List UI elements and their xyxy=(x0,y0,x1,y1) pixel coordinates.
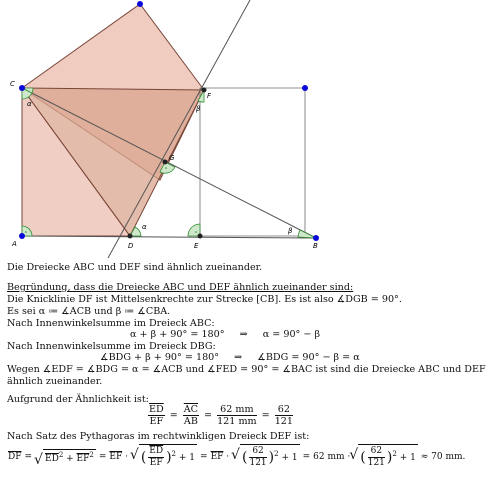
eq-dbg-left: ∡BDG + β + 90° = 180° xyxy=(100,352,220,363)
ratio-heading: Aufgrund der Ähnlichkeit ist: xyxy=(7,394,149,405)
label-E: E xyxy=(194,242,199,250)
point-top[interactable] xyxy=(137,1,143,7)
similarity-argument: Wegen ∡EDF = ∡BDG = α = ∡ACB und ∡FED = 90° = ∡BAC ist sind die Dreiecke ABC und DEF xyxy=(7,364,486,375)
eq-abc-left: α + β + 90° = 180° xyxy=(130,329,225,340)
frac-ac-ab: $\frac{\overline{AC}}{AB}$ xyxy=(183,404,199,427)
point-corner-right[interactable] xyxy=(302,85,308,91)
label-beta-F: β xyxy=(196,105,201,113)
angle-sum-abc-heading: Nach Innenwinkelsumme im Dreieck ABC: xyxy=(7,318,215,329)
point-D[interactable] xyxy=(128,234,133,239)
sqrt-1: √ $\overline{ED}^2 + \overline{EF}^2$ xyxy=(43,449,96,464)
eq-abc-implies: ⇒ xyxy=(239,329,248,340)
angle-sum-dbg-eq xyxy=(100,352,360,363)
reasoning-heading: Begründung, dass die Dreiecke ABC und DEF ähnlich zueinander sind: xyxy=(7,282,354,293)
geometry-figure xyxy=(0,0,400,258)
crease-statement: Die Knicklinie DF ist Mittelsenkrechte zur Strecke [CB]. Es ist also ∡DGB = 90°. xyxy=(7,294,402,305)
ratio-equation: $\frac{\overline{ED}}{EF}$ = $\frac{\overline{AC}}{AB}$ = $\frac{62 mm}{121 mm}$ = $\frac{62}{121}$ xyxy=(149,404,293,427)
angle-sum-dbg-heading: Nach Innenwinkelsumme im Dreieck DBG: xyxy=(7,341,216,352)
point-A[interactable] xyxy=(19,233,25,239)
angle-marker-E xyxy=(188,224,200,236)
angle-dot-A xyxy=(25,231,27,233)
pythagoras-heading: Nach Satz des Pythagoras im rechtwinkligen Dreieck DEF ist: xyxy=(7,431,310,442)
similarity-argument-cont: ähnlich zueinander. xyxy=(7,376,103,387)
point-G[interactable] xyxy=(163,160,168,165)
square-right xyxy=(200,88,305,236)
sqrt-3: √ ( $\frac{62}{121}$ )$^2$ + 1 xyxy=(240,444,300,469)
label-alpha-D: α xyxy=(142,223,147,231)
eq-abc-right: α = 90° − β xyxy=(262,329,321,340)
label-F: F xyxy=(207,92,212,100)
label-D: D xyxy=(128,242,134,250)
label-B: B xyxy=(313,242,318,250)
eq-dbg-right: ∡BDG = 90° − β = α xyxy=(257,352,360,363)
pythagoras-equation: $\overline{DF}$ = √ $\overline{ED}^2 + \overline{EF}^2 = \overline{EF}$ · √ ( $\frac{\overline{ED}}{EF}$ )$^2 + 1 = \overline{EF}$ · √ ( $\frac{62}{121}$ )$^2$ + 1 = 62 mm · √ ( $\frac{62}{121}$ )$^2$ + 1 ≈ 70 mm. xyxy=(8,444,465,469)
label-beta-B: β xyxy=(288,227,293,235)
sqrt-4: √ ( $\frac{62}{121}$ )$^2$ + 1 xyxy=(358,444,418,469)
point-E[interactable] xyxy=(198,234,203,239)
point-C[interactable] xyxy=(19,85,25,91)
label-C: C xyxy=(10,80,15,88)
label-G: G xyxy=(169,154,175,162)
angle-sum-abc-eq xyxy=(130,329,320,340)
eq-dbg-implies: ⇒ xyxy=(234,352,243,363)
angle-dot-G xyxy=(165,167,167,169)
frac-plain: $\frac{62}{121}$ xyxy=(274,404,293,427)
conclusion-line: Die Dreiecke ABC und DEF sind ähnlich zueinander. xyxy=(7,262,263,273)
point-B[interactable] xyxy=(313,235,319,241)
angle-definitions: Es sei α ≔ ∡ACB und β ≔ ∡CBA. xyxy=(7,306,171,317)
frac-ed-ef: $\frac{\overline{ED}}{EF}$ xyxy=(149,404,164,427)
label-alpha-C: α xyxy=(27,100,32,108)
label-A: A xyxy=(12,240,17,248)
angle-dot-E xyxy=(195,231,197,233)
frac-mm: $\frac{62 mm}{121 mm}$ xyxy=(217,404,257,427)
sqrt-2: √ ( $\frac{\overline{ED}}{EF}$ )$^2$ + 1 xyxy=(139,444,197,469)
point-F[interactable] xyxy=(202,88,207,93)
